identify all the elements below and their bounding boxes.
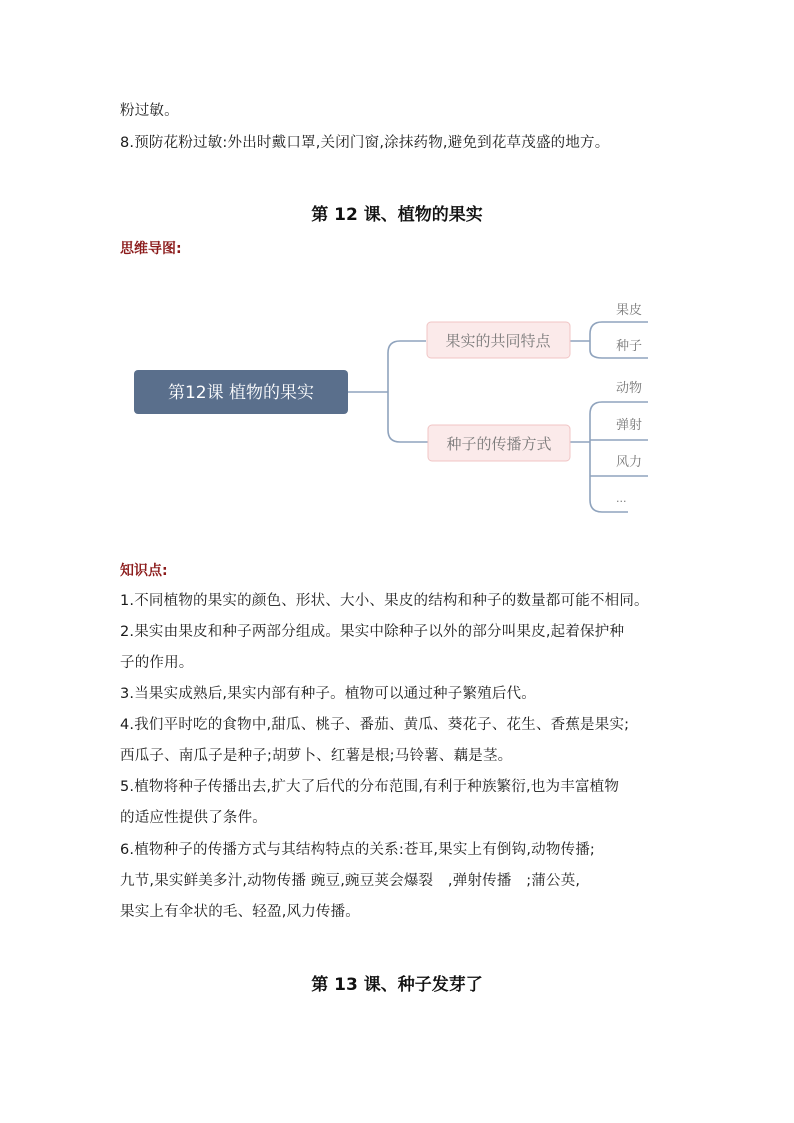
lesson-13-title: 第 13 课、种子发芽了 bbox=[311, 975, 483, 995]
leaf-ejection: 弹射 bbox=[616, 418, 643, 433]
knowledge-point-line: 的适应性提供了条件。 bbox=[120, 810, 267, 826]
leaf-peel: 果皮 bbox=[616, 303, 643, 318]
knowledge-point-line: 2.果实由果皮和种子两部分组成。果实中除种子以外的部分叫果皮,起着保护种 bbox=[120, 624, 625, 640]
branch-seed-dispersal-label: 种子的传播方式 bbox=[446, 435, 552, 453]
leaf-ellipsis: ... bbox=[616, 492, 627, 505]
knowledge-point-line: 5.植物将种子传播出去,扩大了后代的分布范围,有利于种族繁衍,也为丰富植物 bbox=[120, 779, 620, 795]
knowledge-point-line: 4.我们平时吃的食物中,甜瓜、桃子、番茄、黄瓜、葵花子、花生、香蕉是果实; bbox=[120, 717, 630, 733]
knowledge-point-line: 九节,果实鲜美多汁,动物传播 豌豆,豌豆荚会爆裂 ,弹射传播 ;蒲公英, bbox=[120, 873, 581, 889]
knowledge-points-label: 知识点: bbox=[120, 563, 168, 579]
knowledge-point-line: 3.当果实成熟后,果实内部有种子。植物可以通过种子繁殖后代。 bbox=[120, 686, 536, 702]
leaf-animal: 动物 bbox=[616, 381, 643, 396]
branch-fruit-features-label: 果实的共同特点 bbox=[445, 332, 551, 350]
knowledge-point-line: 子的作用。 bbox=[120, 655, 194, 671]
mind-map-root-label: 第12课 植物的果实 bbox=[167, 383, 315, 403]
knowledge-point-line: 1.不同植物的果实的颜色、形状、大小、果皮的结构和种子的数量都可能不相同。 bbox=[120, 593, 649, 609]
knowledge-point-line: 6.植物种子的传播方式与其结构特点的关系:苍耳,果实上有倒钩,动物传播; bbox=[120, 842, 596, 858]
mindmap-label: 思维导图: bbox=[120, 241, 182, 257]
knowledge-point-line: 果实上有伞状的毛、轻盈,风力传播。 bbox=[120, 904, 361, 920]
knowledge-point-line: 西瓜子、南瓜子是种子;胡萝卜、红薯是根;马铃薯、藕是茎。 bbox=[120, 748, 513, 764]
lesson-12-title: 第 12 课、植物的果实 bbox=[311, 205, 483, 225]
continued-text-line: 粉过敏。 bbox=[120, 103, 179, 119]
leaf-wind: 风力 bbox=[616, 455, 643, 470]
leaf-seed: 种子 bbox=[616, 339, 643, 354]
point-8-line: 8.预防花粉过敏:外出时戴口罩,关闭门窗,涂抹药物,避免到花草茂盛的地方。 bbox=[120, 135, 610, 151]
